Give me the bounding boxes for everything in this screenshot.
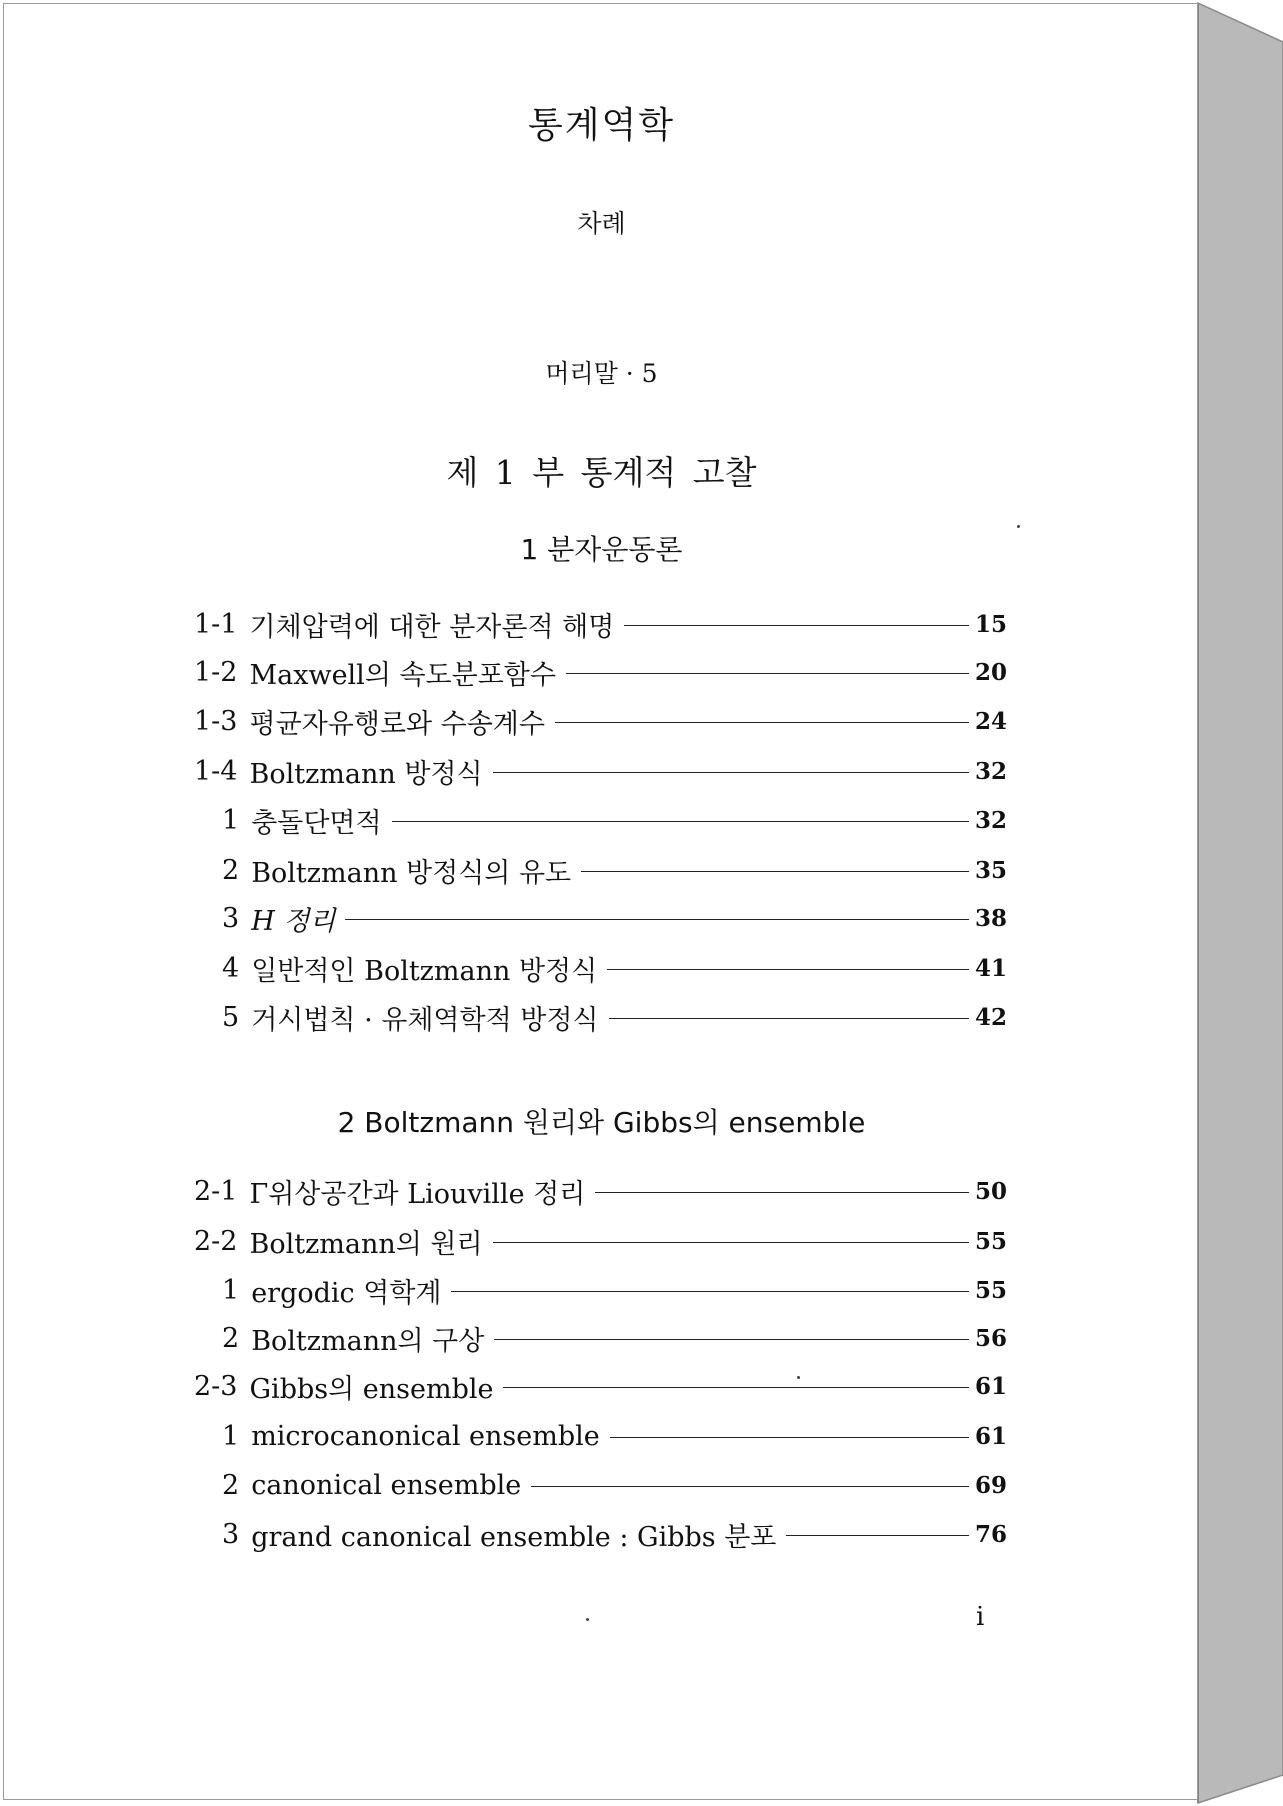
scan-speck — [586, 1618, 589, 1621]
entry-number: 2 — [222, 854, 240, 886]
entry-label: H 정리 — [251, 905, 336, 937]
dot-leader — [786, 1535, 969, 1536]
entry-page: 32 — [975, 757, 1008, 785]
entry-label: Boltzmann의 원리 — [249, 1228, 483, 1260]
dot-leader — [610, 1437, 969, 1438]
dot-leader — [595, 1192, 969, 1193]
entry-label: Maxwell의 속도분포함수 — [249, 659, 556, 691]
entry-label: 일반적인 Boltzmann 방정식 — [251, 955, 598, 987]
toc-heading: 차례 — [577, 209, 626, 238]
entry-number: 2 — [222, 1322, 240, 1354]
entry-number: 2-3 — [194, 1370, 238, 1402]
entry-page: 15 — [975, 610, 1008, 638]
page-folio: i — [976, 1602, 985, 1632]
toc-entry — [222, 997, 1007, 1037]
entry-page: 35 — [975, 856, 1008, 884]
dot-leader — [494, 1339, 969, 1340]
dot-leader — [493, 772, 969, 773]
toc-entry — [222, 1465, 1007, 1505]
entry-number: 1 — [222, 1420, 240, 1452]
entry-page: 41 — [975, 954, 1008, 982]
chapter-2-title: 2 Boltzmann 원리와 Gibbs의 ensemble — [337, 1106, 866, 1139]
dot-leader — [345, 919, 969, 920]
toc-entry — [222, 1270, 1007, 1310]
entry-page: 24 — [975, 707, 1008, 735]
entry-page: 69 — [975, 1471, 1008, 1499]
entry-number: 4 — [222, 952, 240, 984]
entry-number: 1 — [222, 1274, 240, 1306]
book-title: 통계역학 — [527, 105, 676, 146]
entry-page: 56 — [975, 1324, 1008, 1352]
entry-label: 평균자유행로와 수송계수 — [249, 708, 545, 740]
entry-label: Γ위상공간과 Liouville 정리 — [249, 1178, 586, 1210]
scan-speck — [797, 1376, 800, 1379]
toc-entry — [194, 1171, 1007, 1211]
entry-number: 2 — [222, 1469, 240, 1501]
toc-entry — [194, 1366, 1007, 1406]
entry-number: 1-1 — [194, 608, 238, 640]
toc-entry — [222, 898, 1007, 938]
dot-leader — [607, 969, 969, 970]
entry-page: 55 — [975, 1227, 1008, 1255]
entry-number: 5 — [222, 1001, 240, 1033]
entry-page: 76 — [975, 1520, 1008, 1548]
dot-leader — [503, 1387, 969, 1388]
entry-page: 42 — [975, 1003, 1008, 1031]
toc-entry — [222, 850, 1007, 890]
entry-label: canonical ensemble — [251, 1469, 522, 1501]
toc-entry — [222, 1416, 1007, 1456]
toc-entry — [222, 1318, 1007, 1358]
toc-page — [3, 3, 1198, 1800]
entry-label: 기체압력에 대한 분자론적 해명 — [249, 611, 615, 643]
entry-number: 1 — [222, 804, 240, 836]
entry-number: 1-4 — [194, 755, 238, 787]
entry-number: 3 — [222, 1518, 240, 1550]
dot-leader — [624, 625, 969, 626]
dot-leader — [493, 1242, 969, 1243]
entry-label: ergodic 역학계 — [251, 1277, 442, 1309]
entry-page: 61 — [975, 1372, 1008, 1400]
dot-leader — [531, 1486, 969, 1487]
dot-leader — [566, 673, 969, 674]
entry-number: 2-2 — [194, 1225, 238, 1257]
entry-label: Boltzmann 방정식의 유도 — [251, 857, 572, 889]
preface-entry: 머리말 · 5 — [545, 359, 658, 388]
dot-leader — [581, 871, 969, 872]
entry-label: Boltzmann의 구상 — [251, 1325, 485, 1357]
entry-number: 1-2 — [194, 656, 238, 688]
dot-leader — [392, 821, 969, 822]
entry-number: 1-3 — [194, 705, 238, 737]
entry-number: 2-1 — [194, 1175, 238, 1207]
toc-entry — [222, 1514, 1007, 1554]
entry-page: 61 — [975, 1422, 1008, 1450]
toc-entry — [194, 1221, 1007, 1261]
toc-entry — [194, 604, 1007, 644]
entry-label: Gibbs의 ensemble — [249, 1373, 494, 1405]
entry-page: 50 — [975, 1177, 1008, 1205]
entry-label: 충돌단면적 — [251, 807, 382, 839]
scan-speck — [1017, 525, 1020, 528]
toc-entry — [194, 652, 1007, 692]
entry-page: 32 — [975, 806, 1008, 834]
toc-entry — [194, 751, 1007, 791]
entry-number: 3 — [222, 902, 240, 934]
entry-label: Boltzmann 방정식 — [249, 758, 483, 790]
dot-leader — [451, 1291, 969, 1292]
entry-page: 55 — [975, 1276, 1008, 1304]
chapter-1-title: 1 분자운동론 — [520, 533, 683, 566]
toc-entry — [194, 701, 1007, 741]
entry-page: 20 — [975, 658, 1008, 686]
dot-leader — [555, 722, 969, 723]
entry-page: 38 — [975, 904, 1008, 932]
entry-label: grand canonical ensemble : Gibbs 분포 — [251, 1521, 777, 1553]
entry-label: microcanonical ensemble — [251, 1420, 600, 1452]
dot-leader — [609, 1018, 969, 1019]
toc-entry — [222, 948, 1007, 988]
entry-label: 거시법칙 · 유체역학적 방정식 — [251, 1004, 599, 1036]
part-title: 제 1 부 통계적 고찰 — [446, 453, 757, 492]
toc-entry — [222, 800, 1007, 840]
